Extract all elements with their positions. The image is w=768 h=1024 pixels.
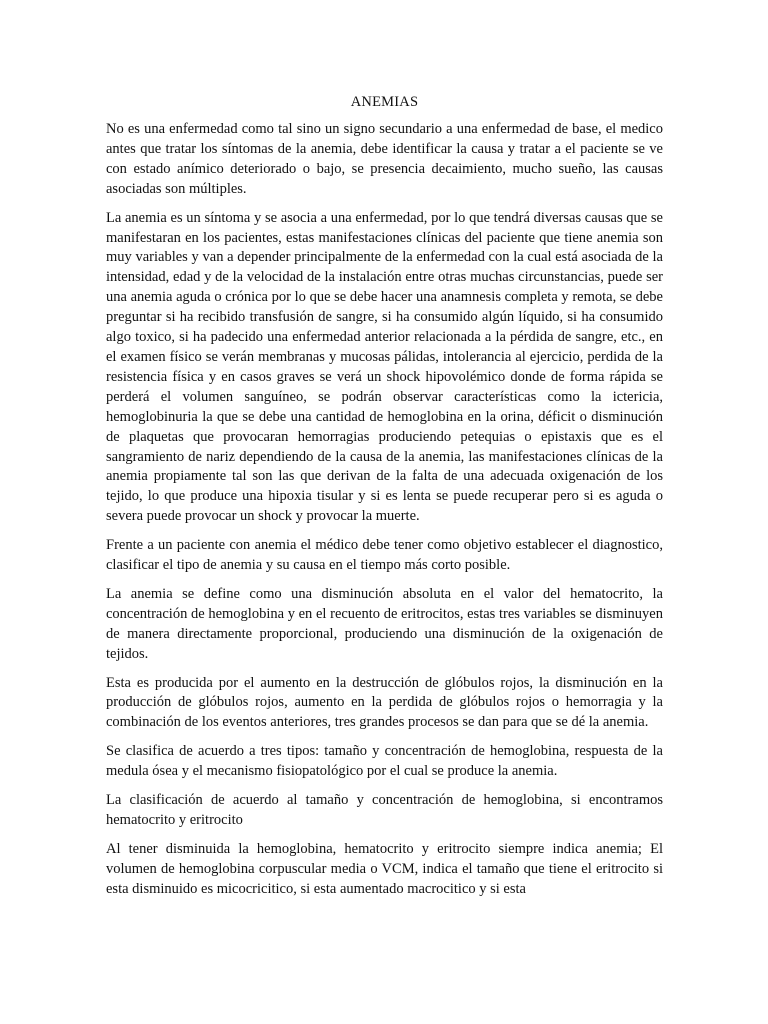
- paragraph-definition: La anemia se define como una disminución absoluta en el valor del hematocrito, la concentración de hemoglobina y en el recuento de eritrocitos, estas tres variables se disminuyen de manera directamente proporcional, produciendo una disminución de la oxigenación de tejidos.: [106, 585, 663, 662]
- paragraph-size-classification: La clasificación de acuerdo al tamaño y concentración de hemoglobina, si encontramos hematocrito y eritrocito: [106, 792, 663, 828]
- paragraph-vcm: Al tener disminuida la hemoglobina, hematocrito y eritrocito siempre indica anemia; El volumen de hemoglobina corpuscular media o VCM, indica el tamaño que tiene el eritrocito si esta disminuido es micocricitico, si esta aumentado macrocitico y si esta: [106, 840, 663, 897]
- paragraph-diagnosis-objective: Frente a un paciente con anemia el médico debe tener como objetivo establecer el diagnostico, clasificar el tipo de anemia y su causa en el tiempo más corto posible.: [106, 537, 663, 574]
- paragraph-clinical-manifestations: La anemia es un síntoma y se asocia a una enfermedad, por lo que tendrá diversas causas que se manifestaran en los pacientes, estas manifestaciones clínicas del paciente que tiene anemia son muy variables y van a depender principalmente de la enfermedad con la cual está asociada de la intensidad, edad y de la velocidad de la instalación entre otras muchas circunstancias, puede ser una anemia aguda o crónica por lo que se debe hacer una anamnesis completa y remota, se debe preguntar si ha recibido transfusión de sangre, si ha consumido algún líquido, si ha consumido algo toxico, si ha padecido una enfermedad anterior relacionada a la pérdida de sangre, etc., en el examen físico se verán membranas y mucosas pálidas, intolerancia al ejercicio, perdida de la resistencia física y en casos graves se verá un shock hipovolémico donde de forma rápida se perderá el volumen sanguíneo, se podrán observar características como la ictericia, hemoglobinuria la que se debe una cantidad de hemoglobina en la orina, déficit o disminución de plaquetas que provocaran hemorragias produciendo petequias o epistaxis que es el sangramiento de nariz dependiendo de la causa de la anemia, las manifestaciones clínicas de la anemia propiamente tal son las que derivan de la falta de una adecuada oxigenación de los tejido, lo que produce una hipoxia tisular y si es lenta se puede recuperar pero si es aguda o severa puede provocar un shock y provocar la muerte.: [106, 209, 663, 525]
- paragraph-intro: No es una enfermedad como tal sino un signo secundario a una enfermedad de base, el medico antes que tratar los síntomas de la anemia, debe identificar la causa y tratar a el paciente se ve con estado anímico deteriorado o bajo, se presencia decaimiento, mucho sueño, las causas asociadas son múltiples.: [106, 121, 663, 197]
- paragraph-causes: Esta es producida por el aumento en la destrucción de glóbulos rojos, la disminución en la producción de glóbulos rojos, aumento en la perdida de glóbulos rojos o hemorragia y la combinación de los eventos anteriores, tres grandes procesos se dan para que se dé la anemia.: [106, 674, 663, 731]
- document-title: ANEMIAS: [350, 94, 419, 110]
- paragraph-classification-types: Se clasifica de acuerdo a tres tipos: tamaño y concentración de hemoglobina, respuesta de la medula ósea y el mecanismo fisiopatológico por el cual se produce la anemia.: [106, 743, 663, 780]
